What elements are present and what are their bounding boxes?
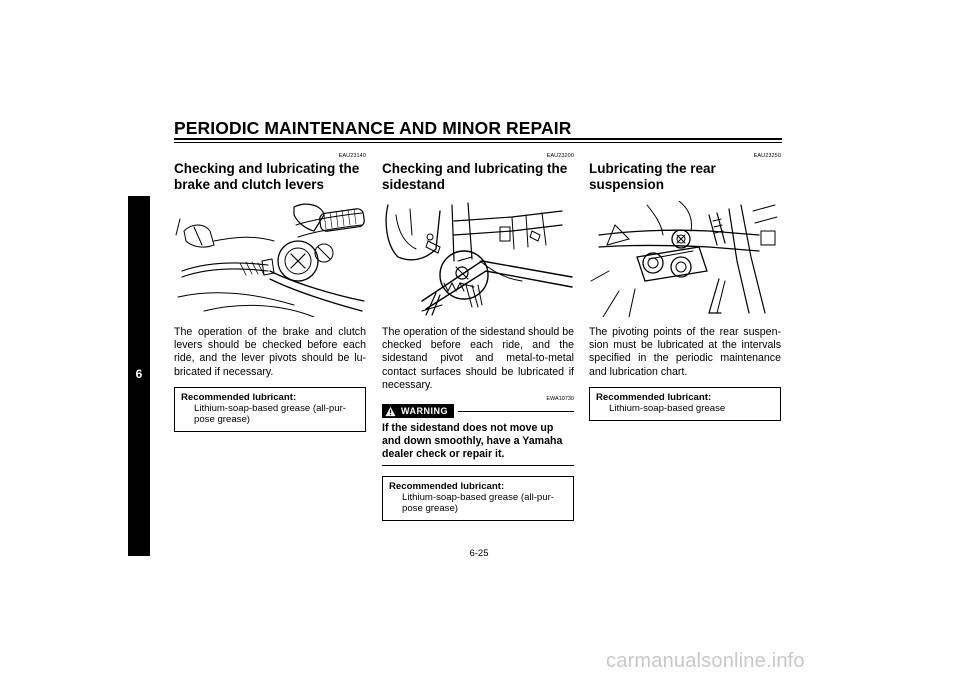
warning-header <box>382 404 574 418</box>
header-rule <box>174 138 782 140</box>
section-title: Checking and lubricating the brake and clutch levers <box>174 161 360 192</box>
section-code: EAU23250 <box>753 153 781 159</box>
lever-illustration <box>174 201 366 317</box>
warning-rule <box>458 411 574 412</box>
section-code: EAU23200 <box>546 153 574 159</box>
section-body: The operation of the brake and clutch levers should be checked before each ride, and the lever pivots should be lu-bricated if necessary. <box>174 326 366 378</box>
lubricant-box <box>382 476 574 521</box>
rear-suspension-illustration <box>589 201 781 317</box>
lubricant-label: Recommended lubricant: <box>181 391 297 403</box>
lubricant-label: Recommended lubricant: <box>389 480 505 492</box>
warning-badge <box>382 404 454 418</box>
section-body: The pivoting points of the rear suspen-sion must be lubricated at the intervals specified in the periodic maintenance and lubrication chart. <box>589 326 781 378</box>
warning-label: WARNING <box>401 406 448 417</box>
lubricant-value: Lithium-soap-based grease <box>609 402 726 414</box>
chapter-tab-number: 6 <box>135 367 143 381</box>
section-sidestand <box>382 152 574 521</box>
page-title: PERIODIC MAINTENANCE AND MINOR REPAIR <box>174 118 572 138</box>
page-header <box>174 118 782 138</box>
section-rear-suspension <box>589 152 781 421</box>
warning-code: EWA10730 <box>546 396 574 403</box>
section-title: Checking and lubricating the sidestand <box>382 161 568 192</box>
warning-triangle-icon <box>385 406 396 417</box>
lubricant-value: Lithium-soap-based grease (all-pur-pose grease) <box>194 402 346 425</box>
page-number: 6-25 <box>469 548 489 559</box>
section-body: The operation of the sidestand should be checked before each ride, and the sidestand pivot and metal-to-metal contact surfaces should be lubricated if necessary. <box>382 326 575 391</box>
lubricant-box <box>174 387 366 432</box>
lubricant-value: Lithium-soap-based grease (all-pur-pose grease) <box>402 491 554 514</box>
section-brake-clutch-levers <box>174 152 366 432</box>
warning-text: If the sidestand does not move up and down smoothly, have a Yamaha dealer check or repair it. <box>382 422 574 466</box>
watermark: carmanualsonline.info <box>606 650 805 672</box>
header-rule-thin <box>174 142 782 143</box>
lubricant-label: Recommended lubricant: <box>596 391 712 403</box>
lubricant-box <box>589 387 781 421</box>
sidestand-illustration <box>382 201 574 317</box>
section-code: EAU23140 <box>338 153 366 159</box>
section-title: Lubricating the rear suspension <box>589 161 716 192</box>
